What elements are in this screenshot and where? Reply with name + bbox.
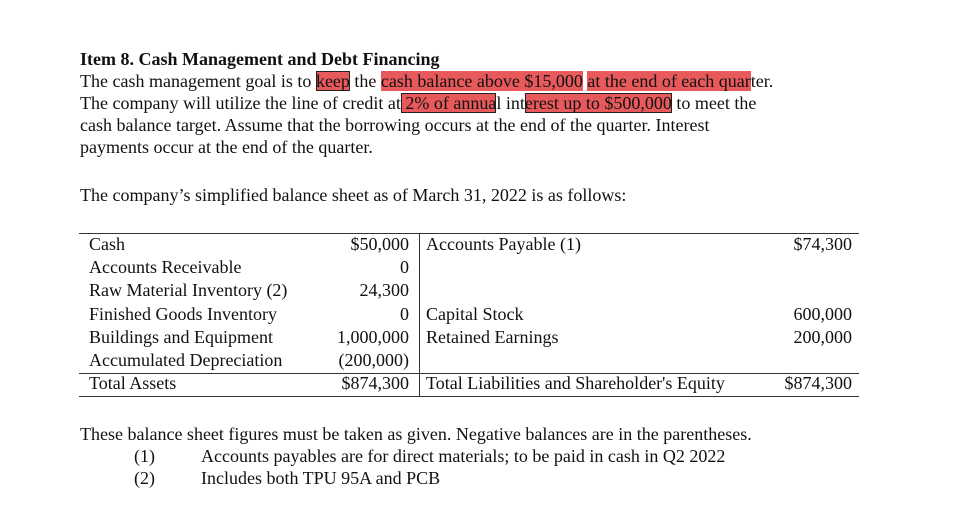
highlight-end-of-quarter: at the end of each quar	[587, 71, 751, 91]
text-segment: The cash management goal is to	[80, 71, 316, 91]
highlight-cash-balance: cash balance above $15,000	[380, 71, 583, 91]
asset-label: Accumulated Depreciation	[89, 349, 283, 370]
asset-amount: $50,000	[350, 234, 409, 254]
asset-amount: 1,000,000	[337, 326, 409, 347]
asset-row	[89, 303, 409, 326]
balance-sheet-table	[79, 233, 859, 398]
asset-row	[89, 326, 409, 349]
paragraph-line-2	[80, 92, 940, 114]
liability-label: Capital Stock	[426, 303, 524, 324]
asset-amount: 0	[400, 257, 409, 278]
footnote-item	[80, 467, 752, 489]
footnote-number: (1)	[134, 446, 155, 466]
total-liabilities-row	[426, 372, 852, 395]
highlight-keep: keep	[315, 71, 350, 91]
table-bottom-rule	[79, 396, 859, 397]
liability-row	[426, 256, 852, 279]
asset-label: Accounts Receivable	[89, 257, 242, 278]
liability-amount: 600,000	[793, 303, 852, 324]
notes-intro: These balance sheet figures must be taken as given. Negative balances are in the parentheses.	[80, 424, 752, 444]
total-liabilities-label: Total Liabilities and Shareholder's Equity	[426, 373, 725, 394]
asset-amount: 0	[400, 303, 409, 324]
total-assets-label: Total Assets	[89, 373, 177, 394]
footnote-text: Includes both TPU 95A and PCB	[201, 468, 441, 488]
text-segment: l int	[496, 93, 525, 113]
text-segment: to meet the	[671, 93, 757, 113]
total-assets-amount: $874,300	[341, 373, 409, 394]
asset-row	[89, 349, 409, 372]
liability-amount: $74,300	[793, 234, 852, 254]
asset-row	[89, 256, 409, 279]
liability-row	[426, 279, 852, 302]
asset-row	[89, 279, 409, 302]
liability-row	[426, 326, 852, 349]
highlight-annual-rate: 2% of annua	[400, 93, 497, 113]
liability-row	[426, 349, 852, 372]
balance-sheet-intro: The company’s simplified balance sheet as of March 31, 2022 is as follows:	[80, 185, 627, 205]
paragraph-line-4: payments occur at the end of the quarter.	[80, 137, 373, 157]
item-title: Item 8. Cash Management and Debt Financing	[80, 49, 440, 69]
liability-row	[426, 233, 852, 256]
footnote-number: (2)	[134, 468, 155, 488]
liability-label: Retained Earnings	[426, 326, 559, 347]
footnote-text: Accounts payables are for direct materials; to be paid in cash in Q2 2022	[201, 446, 726, 466]
notes-section	[80, 423, 752, 489]
text-segment: the	[349, 71, 381, 91]
asset-amount: 24,300	[359, 280, 409, 301]
footnote-item	[80, 445, 752, 467]
asset-row	[89, 233, 409, 256]
asset-amount: (200,000)	[338, 349, 409, 370]
asset-label: Finished Goods Inventory	[89, 303, 277, 324]
text-segment: ter.	[750, 71, 774, 91]
paragraph-line-1	[80, 70, 940, 92]
asset-label: Raw Material Inventory (2)	[89, 280, 288, 301]
document-body	[80, 48, 940, 206]
asset-label: Buildings and Equipment	[89, 326, 273, 347]
liability-amount: 200,000	[793, 326, 852, 347]
assets-column	[89, 233, 409, 395]
cash-management-paragraph	[80, 70, 940, 158]
liabilities-column	[426, 233, 852, 395]
asset-label: Cash	[89, 234, 125, 254]
total-assets-row	[89, 372, 409, 395]
table-column-divider	[419, 234, 420, 396]
liability-label: Accounts Payable (1)	[426, 234, 581, 254]
paragraph-line-3: cash balance target. Assume that the borrowing occurs at the end of the quarter. Interest	[80, 115, 710, 135]
total-liabilities-amount: $874,300	[784, 373, 852, 394]
highlight-credit-limit: erest up to $500,000	[524, 93, 672, 113]
text-segment: The company will utilize the line of credit at	[80, 93, 401, 113]
liability-row	[426, 303, 852, 326]
